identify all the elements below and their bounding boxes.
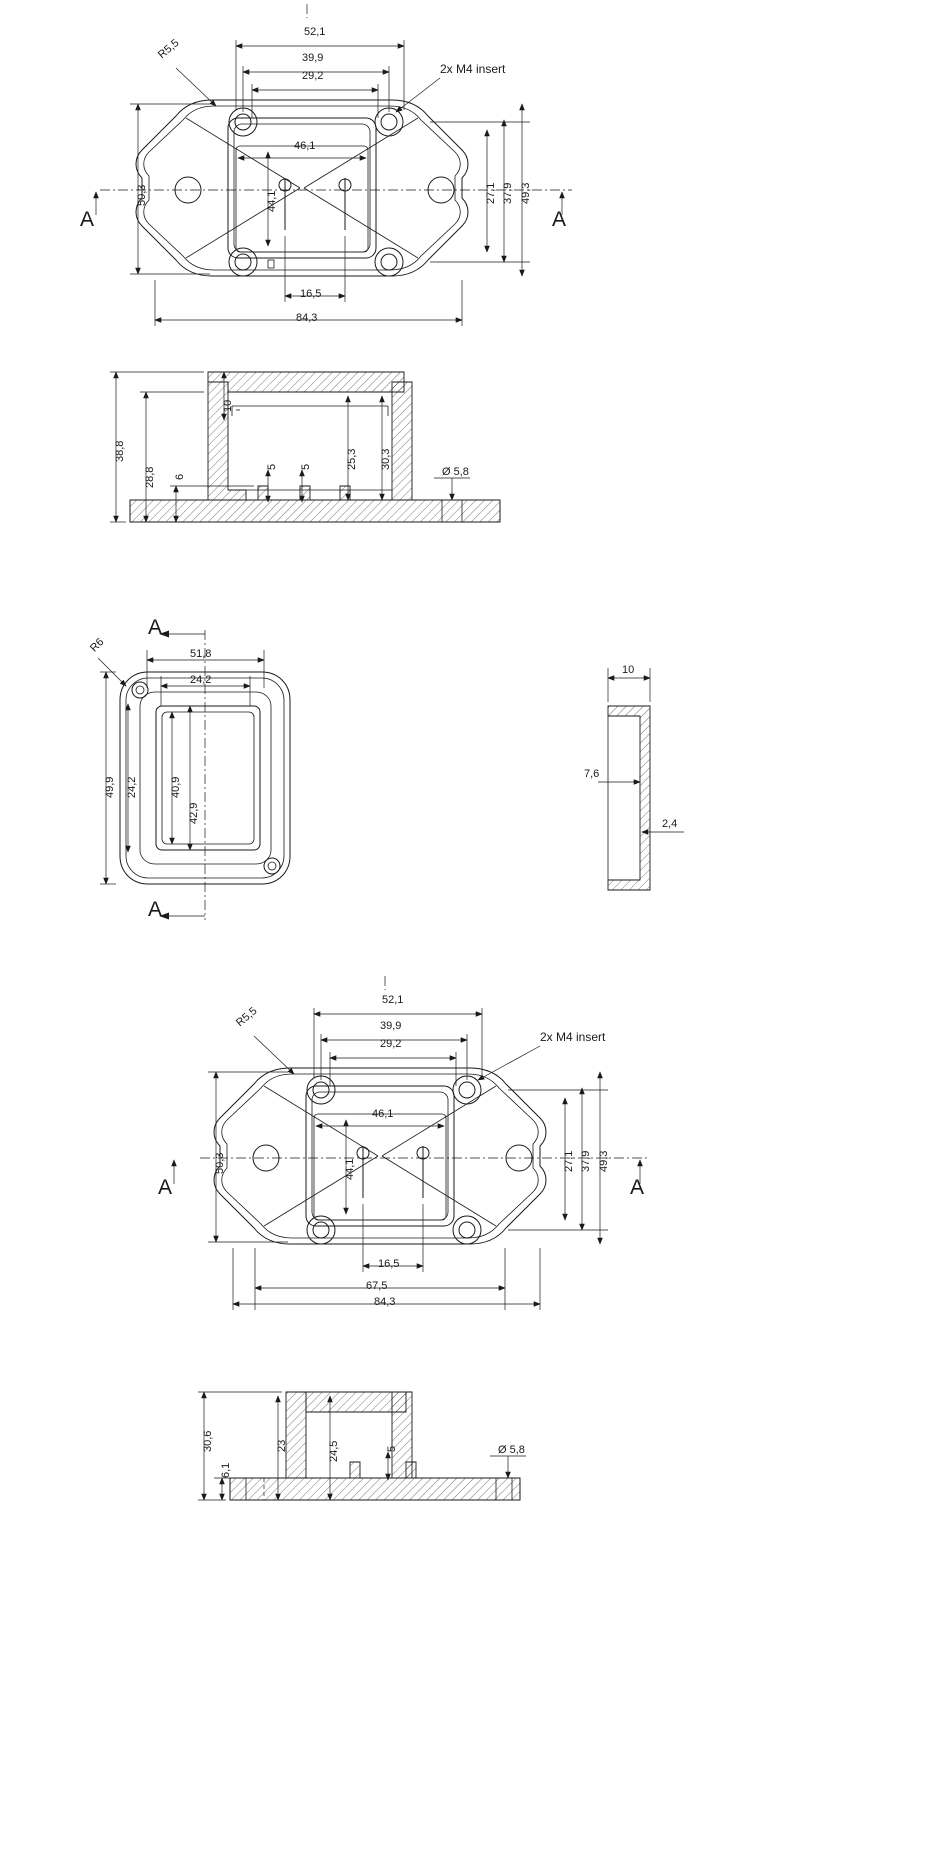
dim-42-9-v3: 42,9 xyxy=(188,802,200,824)
dim-5-a-v2: 5 xyxy=(266,463,278,470)
section-view-2-geometry xyxy=(230,1392,520,1500)
dim-29-2-v5: 29,2 xyxy=(380,1038,402,1050)
note-m4-insert-v5: 2x M4 insert xyxy=(540,1030,606,1044)
dim-dia-5-8-v6: Ø 5,8 xyxy=(498,1444,525,1456)
dim-51-8-v3: 51,8 xyxy=(190,648,212,660)
lid-section-view-geometry xyxy=(608,706,650,890)
dim-r5-5-v5: R5,5 xyxy=(234,1005,260,1030)
dim-6-1-v6: 6,1 xyxy=(220,1462,232,1478)
lid-top-view-dimensions xyxy=(98,634,264,916)
dim-23-v6: 23 xyxy=(276,1439,288,1452)
section-mark-a-left-v1: A xyxy=(80,208,95,231)
dim-84-3-v1: 84,3 xyxy=(296,312,318,324)
section-mark-a-top-v3: A xyxy=(148,616,163,639)
section-mark-a-left-v5: A xyxy=(158,1176,173,1199)
dim-37-9-v1: 37,9 xyxy=(502,182,514,204)
dim-28-8-v2: 28,8 xyxy=(144,466,156,488)
top-view-1-geometry xyxy=(136,100,468,276)
dim-16-5-v1: 16,5 xyxy=(300,288,322,300)
dim-49-9-v3: 49,9 xyxy=(104,776,116,798)
dim-49-3-v5: 49,3 xyxy=(598,1150,610,1172)
dim-52-1-v1: 52,1 xyxy=(304,26,326,38)
dim-44-1-v1: 44,1 xyxy=(266,190,278,212)
dim-46-1-v5: 46,1 xyxy=(372,1108,394,1120)
dim-25-3-v2: 25,3 xyxy=(346,448,358,470)
dim-r6-v3: R6 xyxy=(88,636,107,655)
dim-46-1-v1: 46,1 xyxy=(294,140,316,152)
dim-52-1-v5: 52,1 xyxy=(382,994,404,1006)
dim-27-1-v5: 27,1 xyxy=(563,1150,575,1172)
dim-5-v6: 5 xyxy=(386,1445,398,1452)
dim-24-2-left-v3: 24,2 xyxy=(126,776,138,798)
dim-6-v2: 6 xyxy=(174,473,186,480)
dim-39-9-v5: 39,9 xyxy=(380,1020,402,1032)
dim-40-9-v3: 40,9 xyxy=(170,776,182,798)
dim-5-b-v2: 5 xyxy=(300,463,312,470)
dim-10-v2: 10 xyxy=(222,399,234,412)
dim-24-2-top-v3: 24,2 xyxy=(190,674,212,686)
dim-44-1-v5: 44,1 xyxy=(344,1158,356,1180)
dim-30-6-v6: 30,6 xyxy=(202,1430,214,1452)
dim-49-3-v1: 49,3 xyxy=(520,182,532,204)
dim-29-2-v1: 29,2 xyxy=(302,70,324,82)
dim-10-v4: 10 xyxy=(622,664,635,676)
dim-37-9-v5: 37,9 xyxy=(580,1150,592,1172)
section-mark-a-right-v1: A xyxy=(552,208,567,231)
dim-67-5-v5: 67,5 xyxy=(366,1280,388,1292)
dim-dia-5-8-v2: Ø 5,8 xyxy=(442,466,469,478)
section-mark-a-right-v5: A xyxy=(630,1176,645,1199)
dim-r5-5-v1: R5,5 xyxy=(156,37,182,62)
section-mark-a-bottom-v3: A xyxy=(148,898,163,921)
dim-30-3-v2: 30,3 xyxy=(380,448,392,470)
dim-27-1-v1: 27,1 xyxy=(485,182,497,204)
dim-38-8-v2: 38,8 xyxy=(114,440,126,462)
dim-7-6-v4: 7,6 xyxy=(584,768,600,780)
section-view-1-geometry xyxy=(130,372,500,522)
dim-2-4-v4: 2,4 xyxy=(662,818,678,830)
dim-84-3-v5: 84,3 xyxy=(374,1296,396,1308)
note-m4-insert-v1: 2x M4 insert xyxy=(440,62,506,76)
dim-24-5-v6: 24,5 xyxy=(328,1440,340,1462)
dim-50-3-v5: 50,3 xyxy=(214,1152,226,1174)
dim-50-3-v1: 50,3 xyxy=(136,184,148,206)
dim-16-5-v5: 16,5 xyxy=(378,1258,400,1270)
dim-39-9-v1: 39,9 xyxy=(302,52,324,64)
